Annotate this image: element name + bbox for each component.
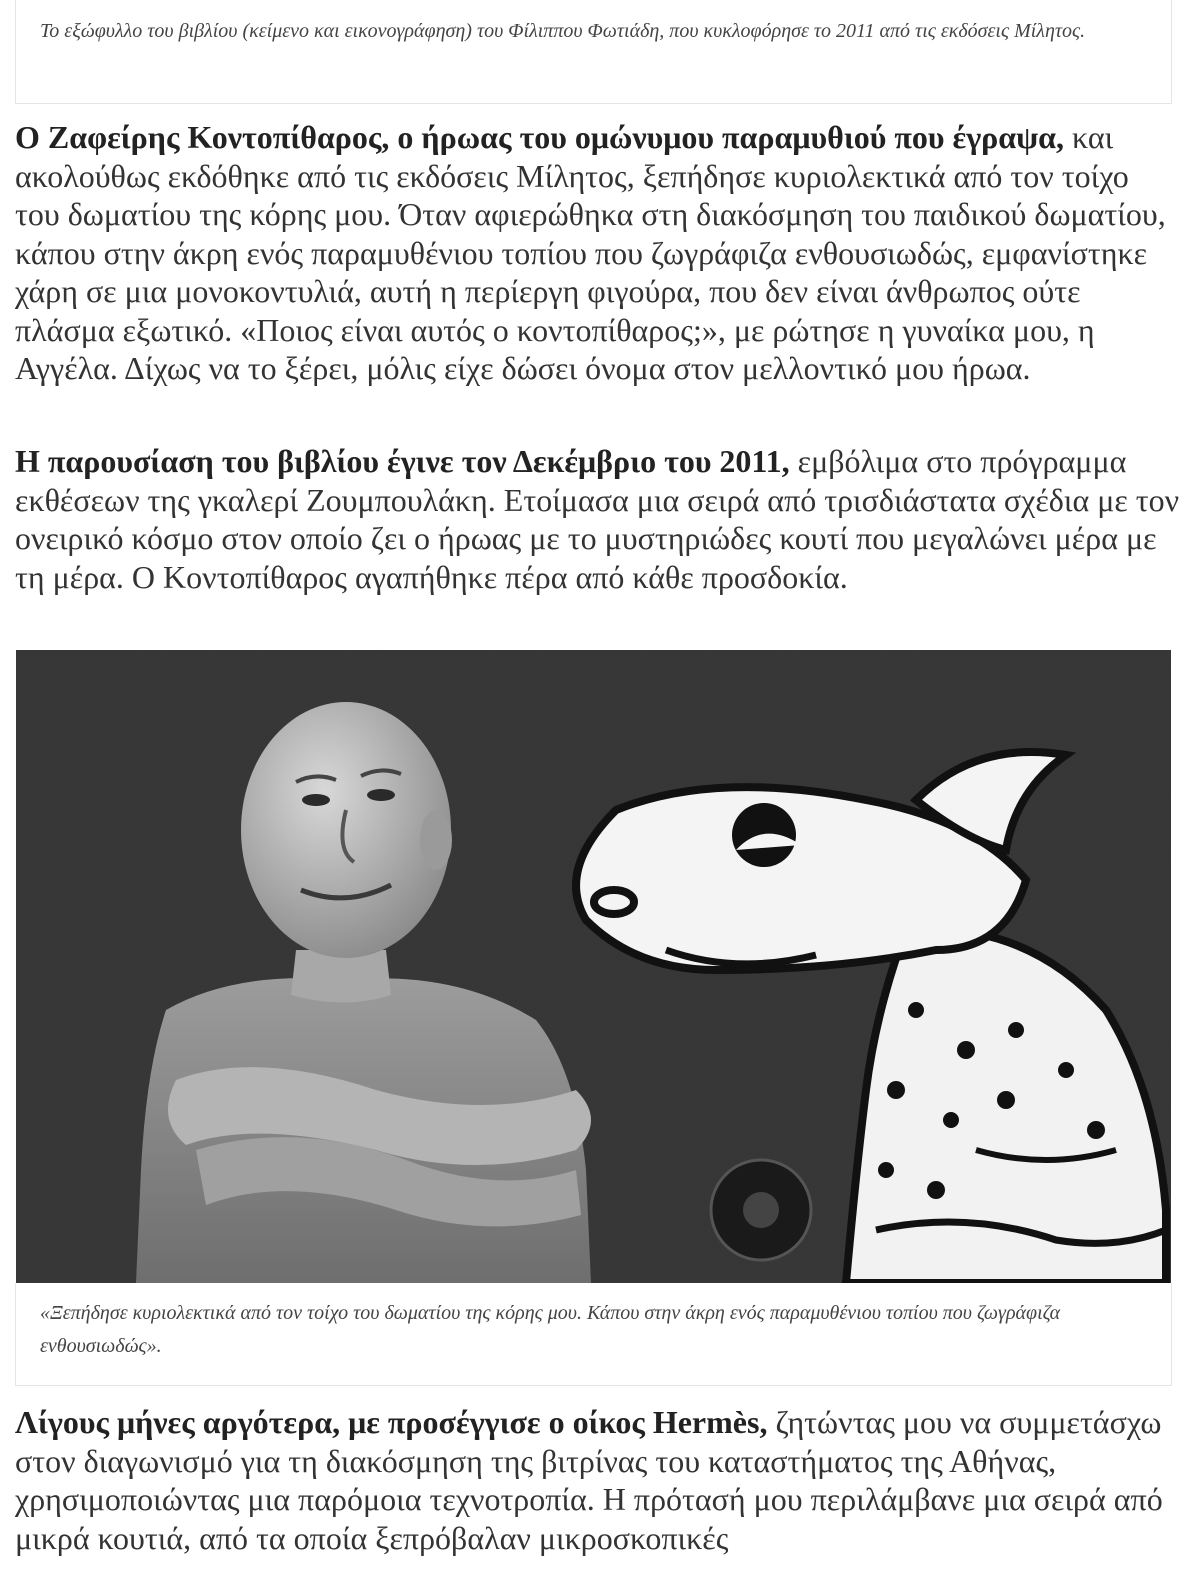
paragraph-lead: Ο Ζαφείρης Κοντοπίθαρος, ο ήρωας του ομώνυμου παραμυθιού που έγραψα, [15, 119, 1065, 155]
article-paragraph-2 [15, 442, 1180, 596]
paragraph-body: εμβόλιμα στο πρόγραμμα εκθέσεων της γκαλερί Ζουμπουλάκη. Ετοίμασα μια σειρά από τρισδιάστατα σχέδια με τον ονειρικό κόσμο στον οποίο ζει ο ήρωας με το μυστηριώδες κουτί που μεγαλώνει μέρα με τη μέρα. Ο Κοντοπίθαρος αγαπήθηκε πέρα από κάθε προσδοκία. [15, 443, 1180, 595]
caption-text: «Ξεπήδησε κυριολεκτικά από τον τοίχο του δωματίου της κόρης μου. Κάπου στην άκρη ενός παραμυθένιου τοπίου που ζωγράφιζα ενθουσιωδώς». [40, 1302, 1061, 1357]
paragraph-body: και ακολούθως εκδόθηκε από τις εκδόσεις Μίλητος, ξεπήδησε κυριολεκτικά από τον τοίχο του δωματίου της κόρης μου. Όταν αφιερώθηκα στη διακόσμηση του παιδικού δωματίου, κάπου στην άκρη ενός παραμυθένιου τοπίου που ζωγράφιζα ενθουσιωδώς, εμφανίστηκε χάρη σε μια μονοκοντυλιά, αυτή η περίεργη φιγούρα, που δεν είναι άνθρωπος ούτε πλάσμα εξωτικό. «Ποιος είναι αυτός ο κοντοπίθαρος;», με ρώτησε η γυναίκα μου, η Αγγέλα. Δίχως να το ξέρει, μόλις είχε δώσει όνομα στον μελλοντικό μου ήρωα. [15, 119, 1166, 386]
article-photo [16, 650, 1171, 1283]
figure-caption-bottom [15, 1283, 1172, 1386]
article-paragraph-1 [15, 118, 1180, 388]
caption-text: Το εξώφυλλο του βιβλίου (κείμενο και εικονογράφηση) του Φίλιππου Φωτιάδη, που κυκλοφόρησε το 2011 από τις εκδόσεις Μίλητος. [40, 20, 1086, 42]
article-paragraph-3 [15, 1403, 1180, 1557]
figure-caption-top [15, 0, 1172, 104]
paragraph-body: ζητώντας μου να συμμετάσχω στον διαγωνισμό για τη διακόσμηση της βιτρίνας του καταστήματος της Αθήνας, χρησιμοποιώντας μια παρόμοια τεχνοτροπία. Η πρότασή μου περιλάμβανε μια σειρά από μικρά κουτιά, από τα οποία ξεπρόβαλαν μικροσκοπικές [15, 1404, 1163, 1556]
paragraph-lead: Η παρουσίαση του βιβλίου έγινε τον Δεκέμβριο του 2011, [15, 443, 790, 479]
paragraph-lead: Λίγους μήνες αργότερα, με προσέγγισε ο οίκος Hermès, [15, 1404, 768, 1440]
